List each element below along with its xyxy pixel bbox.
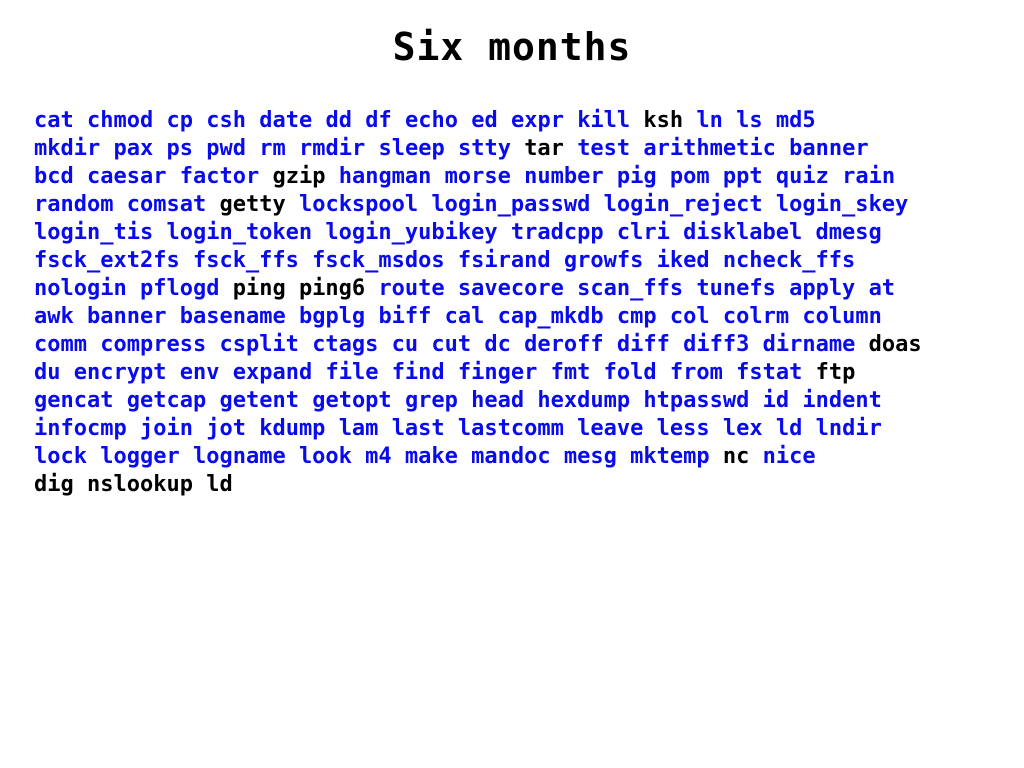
command-link[interactable]: column bbox=[802, 304, 882, 329]
command-link[interactable]: logger bbox=[100, 444, 180, 469]
command-link[interactable]: mktemp bbox=[630, 444, 710, 469]
command-link[interactable]: biff bbox=[378, 304, 432, 329]
command-link[interactable]: find bbox=[391, 360, 445, 385]
command-link[interactable]: csh bbox=[206, 108, 246, 133]
command-link[interactable]: fstat bbox=[736, 360, 803, 385]
command-link[interactable]: deroff bbox=[524, 332, 604, 357]
command-link[interactable]: du bbox=[34, 360, 61, 385]
command-link[interactable]: pwd bbox=[206, 136, 246, 161]
command-link[interactable]: chmod bbox=[87, 108, 154, 133]
command-line bbox=[34, 471, 1024, 499]
command-link[interactable]: lndir bbox=[815, 416, 882, 441]
command-link[interactable]: nice bbox=[762, 444, 816, 469]
command-link[interactable]: ctags bbox=[312, 332, 379, 357]
command-line bbox=[34, 359, 1024, 387]
command-link[interactable]: disklabel bbox=[683, 220, 803, 245]
command-link[interactable]: pom bbox=[669, 164, 710, 189]
command-link[interactable]: nologin bbox=[34, 276, 127, 301]
command-link[interactable]: infocmp bbox=[34, 416, 127, 441]
command-link[interactable]: m4 bbox=[365, 444, 392, 469]
command-link[interactable]: mesg bbox=[563, 444, 617, 469]
command-link[interactable]: diff3 bbox=[683, 332, 750, 357]
command-link[interactable]: basename bbox=[179, 304, 286, 329]
command-link[interactable]: gencat bbox=[34, 388, 114, 413]
command-link[interactable]: fsirand bbox=[457, 248, 551, 273]
command-link[interactable]: login_token bbox=[166, 220, 313, 245]
command-link[interactable]: lock bbox=[34, 444, 87, 469]
command-link[interactable]: fold bbox=[603, 360, 657, 385]
command-text: ftp bbox=[815, 360, 856, 385]
command-link[interactable]: random bbox=[34, 192, 114, 217]
command-link[interactable]: make bbox=[404, 444, 458, 469]
command-link[interactable]: env bbox=[179, 360, 220, 385]
command-link[interactable]: comm bbox=[34, 332, 87, 357]
command-link[interactable]: apply bbox=[789, 276, 856, 301]
command-link[interactable]: login_skey bbox=[775, 192, 909, 217]
command-line bbox=[34, 191, 1024, 219]
command-link[interactable]: stty bbox=[457, 136, 511, 161]
command-link[interactable]: fsck_msdos bbox=[312, 248, 445, 273]
command-link[interactable]: login_reject bbox=[603, 192, 763, 217]
command-link[interactable]: ncheck_ffs bbox=[722, 248, 856, 273]
command-link[interactable]: getopt bbox=[312, 388, 392, 413]
command-link[interactable]: look bbox=[298, 444, 352, 469]
command-text: ping bbox=[232, 276, 286, 301]
command-text: ping6 bbox=[298, 276, 366, 301]
command-link[interactable]: fsck_ffs bbox=[192, 248, 299, 273]
command-link[interactable]: morse bbox=[444, 164, 511, 189]
command-link[interactable]: ln bbox=[696, 108, 723, 133]
command-link[interactable]: date bbox=[259, 108, 313, 133]
command-link[interactable]: pax bbox=[113, 136, 154, 161]
command-line bbox=[34, 107, 1024, 135]
command-line bbox=[34, 163, 1024, 191]
command-link[interactable]: hexdump bbox=[537, 388, 631, 413]
command-link[interactable]: cp bbox=[166, 108, 193, 133]
command-link[interactable]: bgplg bbox=[298, 304, 366, 329]
command-text: dig bbox=[34, 472, 74, 497]
command-link[interactable]: number bbox=[524, 164, 604, 189]
command-link[interactable]: savecore bbox=[457, 276, 564, 301]
command-link[interactable]: cu bbox=[391, 332, 419, 357]
command-text: tar bbox=[524, 136, 564, 161]
command-link[interactable]: colrm bbox=[722, 304, 790, 329]
command-link[interactable]: scan_ffs bbox=[577, 276, 684, 301]
command-link[interactable]: compress bbox=[100, 332, 207, 357]
command-link[interactable]: banner bbox=[789, 136, 869, 161]
command-link[interactable]: indent bbox=[802, 388, 882, 413]
command-link[interactable]: bcd bbox=[34, 164, 74, 189]
command-link[interactable]: ld bbox=[775, 416, 803, 441]
command-link[interactable]: kill bbox=[577, 108, 631, 133]
command-link[interactable]: pig bbox=[616, 164, 657, 189]
command-link[interactable]: comsat bbox=[126, 192, 207, 217]
command-link[interactable]: md5 bbox=[775, 108, 816, 133]
command-text: ld bbox=[206, 472, 233, 497]
command-link[interactable]: iked bbox=[656, 248, 710, 273]
command-link[interactable]: rmdir bbox=[298, 136, 366, 161]
command-link[interactable]: tunefs bbox=[696, 276, 776, 301]
command-link[interactable]: last bbox=[391, 416, 445, 441]
command-link[interactable]: head bbox=[471, 388, 525, 413]
command-text: ksh bbox=[643, 108, 684, 133]
command-link[interactable]: sleep bbox=[378, 136, 445, 161]
command-link[interactable]: logname bbox=[192, 444, 286, 469]
command-link[interactable]: rain bbox=[842, 164, 896, 189]
command-line bbox=[34, 275, 1024, 303]
command-text: nc bbox=[722, 444, 750, 469]
command-link[interactable]: rm bbox=[259, 136, 286, 161]
command-link[interactable]: ppt bbox=[722, 164, 763, 189]
command-text: getty bbox=[219, 192, 286, 217]
command-link[interactable]: expr bbox=[510, 108, 564, 133]
command-link[interactable]: lam bbox=[338, 416, 379, 441]
command-text: gzip bbox=[272, 164, 326, 189]
command-link[interactable]: id bbox=[762, 388, 790, 413]
command-link[interactable]: at bbox=[868, 276, 896, 301]
command-link[interactable]: expand bbox=[232, 360, 313, 385]
command-link[interactable]: ed bbox=[471, 108, 498, 133]
command-link[interactable]: getcap bbox=[126, 388, 207, 413]
command-link[interactable]: arithmetic bbox=[643, 136, 776, 161]
command-link[interactable]: login_tis bbox=[34, 220, 154, 245]
command-line bbox=[34, 135, 1024, 163]
command-link[interactable]: kdump bbox=[259, 416, 326, 441]
command-link[interactable]: fmt bbox=[550, 360, 591, 385]
command-link[interactable]: login_passwd bbox=[431, 192, 591, 217]
command-link[interactable]: csplit bbox=[219, 332, 299, 357]
command-line bbox=[34, 331, 1024, 359]
command-link[interactable]: ls bbox=[736, 108, 763, 133]
command-link[interactable]: mkdir bbox=[34, 136, 101, 161]
command-link[interactable]: pflogd bbox=[139, 276, 220, 301]
command-line bbox=[34, 303, 1024, 331]
command-link[interactable]: dd bbox=[325, 108, 352, 133]
command-link[interactable]: route bbox=[378, 276, 445, 301]
command-link[interactable]: clri bbox=[616, 220, 670, 245]
command-link[interactable]: tradcpp bbox=[510, 220, 604, 245]
command-text: doas bbox=[868, 332, 922, 357]
command-link[interactable]: lex bbox=[722, 416, 763, 441]
command-link[interactable]: hangman bbox=[338, 164, 432, 189]
command-link[interactable]: growfs bbox=[563, 248, 644, 273]
command-link[interactable]: factor bbox=[179, 164, 260, 189]
command-link[interactable]: banner bbox=[87, 304, 167, 329]
command-link[interactable]: cat bbox=[34, 108, 74, 133]
command-link[interactable]: encrypt bbox=[73, 360, 167, 385]
command-link[interactable]: htpasswd bbox=[643, 388, 750, 413]
command-link[interactable]: awk bbox=[34, 304, 74, 329]
command-link[interactable]: lastcomm bbox=[457, 416, 564, 441]
command-line bbox=[34, 415, 1024, 443]
command-link[interactable]: login_yubikey bbox=[325, 220, 498, 245]
command-link[interactable]: join bbox=[139, 416, 193, 441]
command-link[interactable]: cut bbox=[431, 332, 472, 357]
command-link[interactable]: less bbox=[656, 416, 710, 441]
command-link[interactable]: df bbox=[365, 108, 392, 133]
command-line bbox=[34, 247, 1024, 275]
command-link[interactable]: caesar bbox=[87, 164, 167, 189]
command-link[interactable]: file bbox=[325, 360, 379, 385]
command-link[interactable]: grep bbox=[404, 388, 458, 413]
command-link[interactable]: from bbox=[669, 360, 723, 385]
command-link[interactable]: ps bbox=[166, 136, 193, 161]
command-link[interactable]: diff bbox=[616, 332, 670, 357]
command-link[interactable]: finger bbox=[457, 360, 538, 385]
command-line bbox=[34, 219, 1024, 247]
command-line bbox=[34, 387, 1024, 415]
command-list bbox=[34, 107, 1024, 499]
command-link[interactable]: fsck_ext2fs bbox=[34, 248, 180, 273]
command-link[interactable]: col bbox=[669, 304, 710, 329]
command-link[interactable]: cap_mkdb bbox=[497, 304, 604, 329]
command-link[interactable]: leave bbox=[577, 416, 644, 441]
command-link[interactable]: dirname bbox=[762, 332, 856, 357]
command-link[interactable]: mandoc bbox=[471, 444, 551, 469]
page-title: Six months bbox=[392, 25, 632, 69]
command-link[interactable]: echo bbox=[404, 108, 458, 133]
command-link[interactable]: cal bbox=[444, 304, 485, 329]
command-link[interactable]: test bbox=[577, 136, 631, 161]
command-link[interactable]: cmp bbox=[616, 304, 657, 329]
command-link[interactable]: quiz bbox=[775, 164, 829, 189]
command-link[interactable]: getent bbox=[219, 388, 299, 413]
command-link[interactable]: lockspool bbox=[298, 192, 419, 217]
command-link[interactable]: dmesg bbox=[815, 220, 882, 245]
command-link[interactable]: jot bbox=[206, 416, 246, 441]
command-text: nslookup bbox=[87, 472, 193, 497]
command-link[interactable]: dc bbox=[484, 332, 511, 357]
command-line bbox=[34, 443, 1024, 471]
